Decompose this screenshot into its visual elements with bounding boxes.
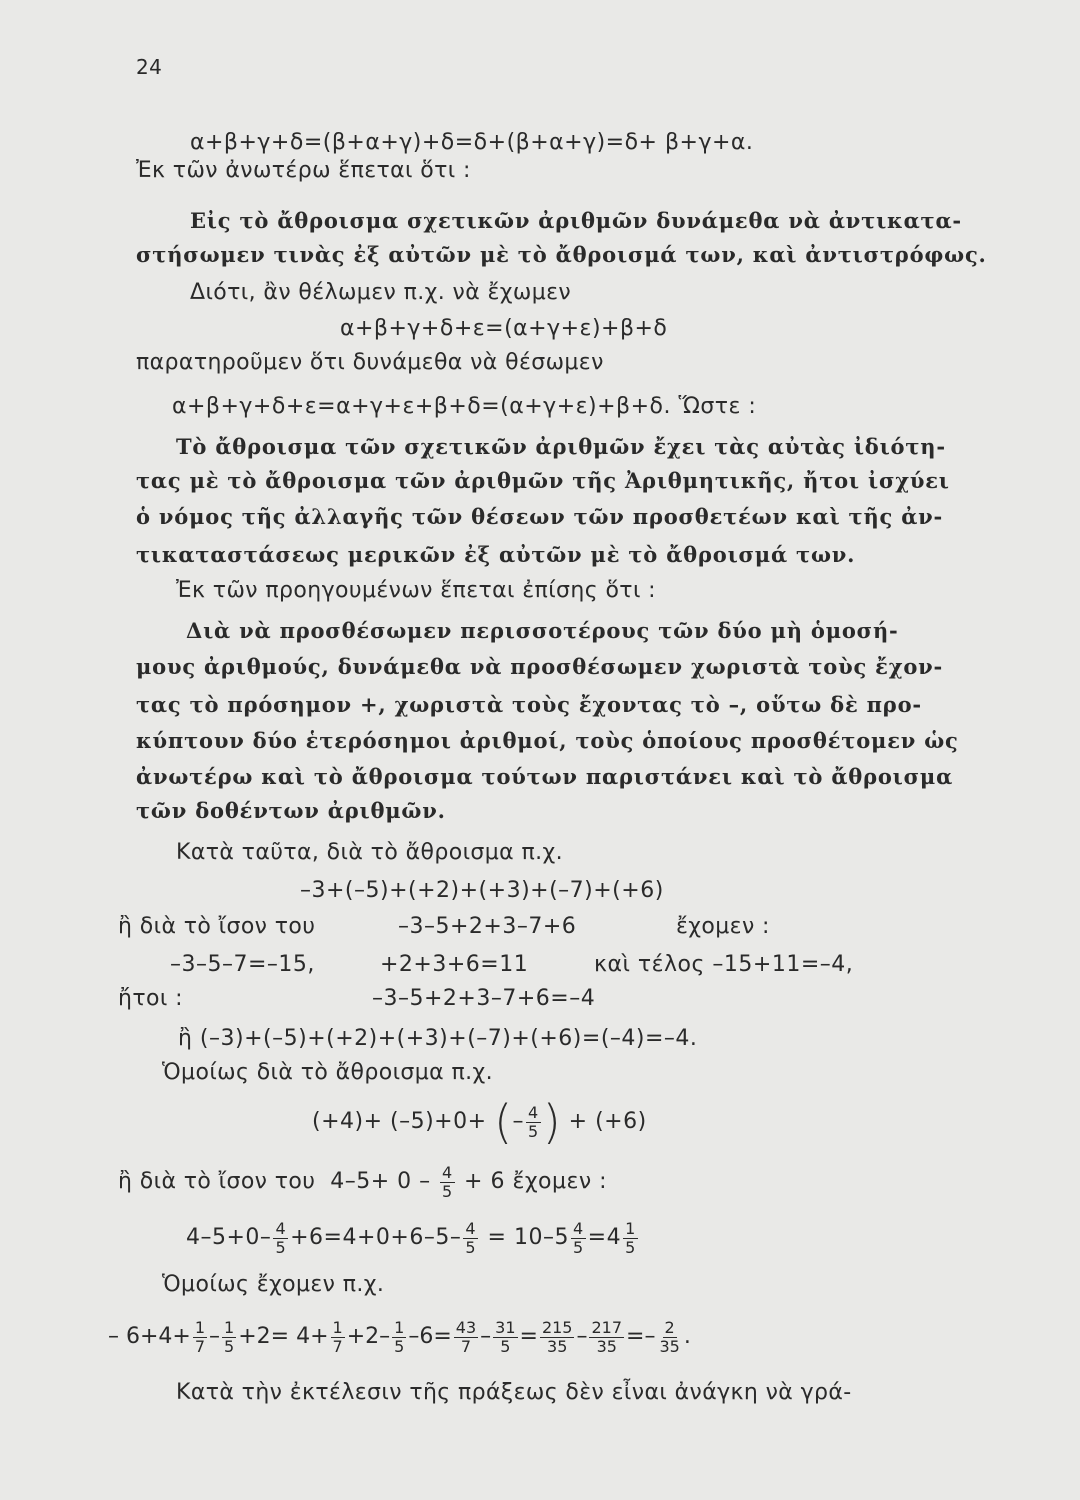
equation-part: 4–5+ 0 – [330, 1169, 431, 1194]
fraction [540, 1319, 575, 1356]
equation-line [118, 1160, 607, 1204]
numerator: 2 [664, 1317, 675, 1337]
numerator: 43 [455, 1317, 477, 1337]
rule-bold-line: ἀνωτέρω καὶ τὸ ἄθροισμα τούτων παριστάνει καὶ τὸ ἄθροισμα [136, 764, 954, 789]
equation-part: =– [626, 1324, 656, 1349]
paren-close: ) [542, 1095, 562, 1149]
equation-part: . [683, 1324, 691, 1349]
numerator: 4 [442, 1162, 453, 1182]
equation-line: –3–5+2+3–7+6 [398, 914, 577, 939]
rule-bold-line: τικαταστάσεως μερικῶν ἐξ αὐτῶν μὲ τὸ ἄθροισμά των. [136, 542, 856, 567]
fraction [526, 1104, 541, 1141]
equation-line: –3–5–7=–15, [170, 952, 315, 977]
numerator: 1 [224, 1317, 235, 1337]
equation-line: α+β+γ+δ+ε=(α+γ+ε)+β+δ [340, 316, 668, 341]
fraction [463, 1220, 478, 1257]
equation-commutative: α+β+γ+δ=(β+α+γ)+δ=δ+(β+α+γ)=δ+ β+γ+α. [190, 130, 754, 155]
text-line: ἤτοι : [118, 986, 183, 1011]
minus-sign: – [512, 1109, 525, 1134]
equation-part: = 10–5 [487, 1225, 569, 1250]
denominator: 5 [528, 1121, 539, 1141]
paren-open: ( [494, 1095, 513, 1149]
denominator: 5 [465, 1237, 477, 1257]
numerator: 1 [394, 1317, 405, 1337]
denominator: 5 [394, 1336, 405, 1356]
fraction [493, 1319, 517, 1356]
text-line: Ἐκ τῶν προηγουμένων ἕπεται ἐπίσης ὅτι : [176, 578, 656, 603]
fraction [657, 1319, 681, 1356]
text-line: Ὁμοίως διὰ τὸ ἄθροισμα π.χ. [162, 1060, 493, 1085]
fraction [454, 1319, 478, 1356]
rule-bold-line: Διὰ νὰ προσθέσωμεν περισσοτέρους τῶν δύο μὴ ὁμοσή- [186, 618, 899, 643]
text-line: Κατὰ ταῦτα, διὰ τὸ ἄθροισμα π.χ. [176, 840, 563, 865]
rule-bold-line: τῶν δοθέντων ἀριθμῶν. [136, 798, 446, 823]
equation-part: – [576, 1324, 588, 1349]
text-line: Ἐκ τῶν ἀνωτέρω ἕπεται ὅτι : [136, 158, 471, 183]
text-part: ἢ διὰ τὸ ἴσον του [118, 1169, 316, 1194]
equation-line: ἢ (–3)+(–5)+(+2)+(+3)+(–7)+(+6)=(–4)=–4. [178, 1026, 698, 1051]
rule-bold-line: κύπτουν δύο ἑτερόσημοι ἀριθμοί, τοὺς ὁποίους προσθέτομεν ὡς [136, 728, 959, 753]
numerator: 31 [495, 1317, 516, 1337]
numerator: 4 [465, 1218, 477, 1238]
numerator: 215 [541, 1317, 573, 1337]
fraction [273, 1220, 288, 1257]
numerator: 1 [194, 1317, 206, 1337]
rule-bold-line: στήσωμεν τινὰς ἐξ αὐτῶν μὲ τὸ ἄθροισμά των, καὶ ἀντιστρόφως. [136, 242, 987, 267]
denominator: 5 [500, 1336, 511, 1356]
equation-part: – [209, 1324, 221, 1349]
equation-part: +2= 4+ [238, 1324, 329, 1349]
denominator: 5 [572, 1237, 584, 1257]
equation-part: +2– [346, 1324, 391, 1349]
equation-line: α+β+γ+δ+ε=α+γ+ε+β+δ=(α+γ+ε)+β+δ. Ὥστε : [172, 394, 757, 419]
denominator: 7 [460, 1336, 472, 1356]
equation-line [108, 1312, 691, 1362]
equation-part: =4 [587, 1225, 622, 1250]
equation-part: (+4)+ (–5)+0+ [312, 1109, 487, 1134]
page-number: 24 [136, 55, 163, 79]
rule-bold-line: μους ἀριθμούς, δυνάμεθα νὰ προσθέσωμεν χωριστὰ τοὺς ἔχον- [136, 654, 944, 679]
rule-bold-line: Εἰς τὸ ἄθροισμα σχετικῶν ἀριθμῶν δυνάμεθα νὰ ἀντικατα- [190, 208, 962, 233]
equation-line [312, 1095, 647, 1149]
denominator: 5 [625, 1237, 636, 1257]
equation-part: +6=4+0+6–5– [290, 1225, 462, 1250]
equation-line [186, 1216, 640, 1260]
fraction [331, 1319, 345, 1356]
numerator: 1 [332, 1317, 343, 1337]
fraction [623, 1220, 638, 1257]
denominator: 35 [659, 1336, 680, 1356]
numerator: 4 [572, 1218, 584, 1238]
equation-part: – [480, 1324, 492, 1349]
text-line: Κατὰ τὴν ἐκτέλεσιν τῆς πράξεως δὲν εἶναι ἀνάγκη νὰ γρά- [176, 1380, 852, 1405]
rule-bold-line: τας μὲ τὸ ἄθροισμα τῶν ἀριθμῶν τῆς Ἀριθμητικῆς, ἤτοι ἰσχύει [136, 468, 950, 493]
equation-part: 4–5+0– [186, 1225, 272, 1250]
fraction [392, 1319, 406, 1356]
text-line: Διότι, ἂν θέλωμεν π.χ. νὰ ἔχωμεν [190, 280, 572, 305]
numerator: 217 [591, 1317, 623, 1337]
denominator: 5 [442, 1181, 453, 1201]
denominator: 35 [547, 1336, 568, 1356]
fraction [589, 1319, 624, 1356]
denominator: 7 [332, 1336, 343, 1356]
denominator: 5 [275, 1237, 287, 1257]
text-line: ἢ διὰ τὸ ἴσον του [118, 914, 316, 939]
equation-line: καὶ τέλος –15+11=–4, [594, 952, 854, 977]
equation-line: –3–5+2+3–7+6=–4 [372, 986, 596, 1011]
fraction [222, 1319, 236, 1356]
fraction [571, 1220, 586, 1257]
fraction [193, 1319, 207, 1356]
equation-part: + (+6) [568, 1109, 647, 1134]
rule-bold-line: Τὸ ἄθροισμα τῶν σχετικῶν ἀριθμῶν ἔχει τὰς αὐτὰς ἰδιότη- [176, 434, 946, 459]
denominator: 35 [596, 1336, 617, 1356]
equation-line: –3+(–5)+(+2)+(+3)+(–7)+(+6) [300, 878, 664, 903]
denominator: 5 [224, 1336, 235, 1356]
rule-bold-line: ὁ νόμος τῆς ἀλλαγῆς τῶν θέσεων τῶν προσθετέων καὶ τῆς ἀν- [136, 504, 944, 529]
fraction [440, 1164, 455, 1201]
text-line: Ὁμοίως ἔχομεν π.χ. [162, 1272, 385, 1297]
denominator: 7 [194, 1336, 206, 1356]
numerator: 1 [625, 1218, 636, 1238]
equation-part: = [519, 1324, 538, 1349]
equation-part: + 6 ἔχομεν : [464, 1169, 608, 1194]
text-line: ἔχομεν : [676, 914, 770, 939]
numerator: 4 [275, 1218, 287, 1238]
equation-line: +2+3+6=11 [380, 952, 529, 977]
rule-bold-line: τας τὸ πρόσημον +, χωριστὰ τοὺς ἔχοντας τὸ –, οὕτω δὲ προ- [136, 692, 922, 717]
equation-part: –6= [408, 1324, 452, 1349]
equation-part: – 6+4+ [108, 1324, 191, 1349]
text-line: παρατηροῦμεν ὅτι δυνάμεθα νὰ θέσωμεν [136, 350, 604, 375]
numerator: 4 [528, 1102, 539, 1122]
